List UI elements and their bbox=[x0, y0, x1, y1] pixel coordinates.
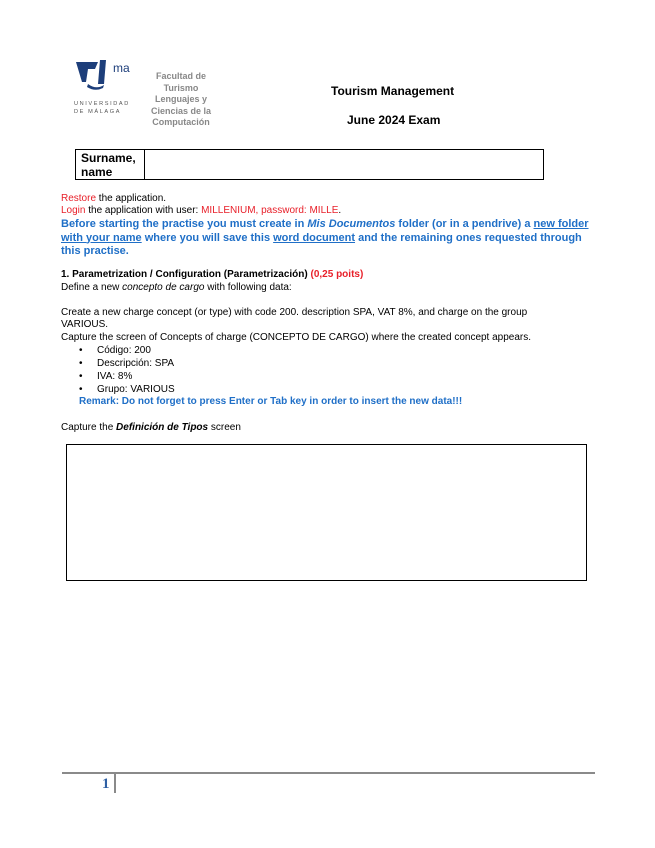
faculty-name bbox=[144, 71, 218, 129]
list-item-text: IVA: 8% bbox=[97, 371, 133, 382]
define-line bbox=[61, 282, 292, 294]
university-name-line1: UNIVERSIDAD bbox=[74, 101, 130, 107]
logo-mark: ma bbox=[113, 61, 130, 75]
login-keyword: Login bbox=[61, 205, 86, 216]
define-text: Define a new bbox=[61, 282, 123, 293]
practise-folder-name: Mis Documentos bbox=[307, 218, 396, 230]
practise-underlined-folder: new folder with your name bbox=[61, 218, 589, 244]
page-number-separator bbox=[114, 773, 116, 793]
footer-rule bbox=[62, 772, 595, 774]
surname-label-line1: Surname, bbox=[81, 151, 136, 165]
surname-label bbox=[76, 150, 145, 179]
practise-text: Before starting the practise you must create in bbox=[61, 218, 308, 230]
capture-tipos-line bbox=[61, 422, 241, 434]
restore-instruction bbox=[61, 193, 166, 205]
faculty-line: Ciencias de la bbox=[150, 105, 212, 116]
login-text: the application with user: bbox=[85, 205, 202, 216]
list-item-text: Descripción: SPA bbox=[97, 358, 175, 369]
section1-points: (0,25 poits) bbox=[310, 269, 364, 280]
practise-text: and the remaining ones requested through this practise. bbox=[61, 231, 582, 257]
faculty-line: Computación bbox=[152, 117, 210, 127]
login-instruction bbox=[61, 205, 341, 217]
define-term: concepto de cargo bbox=[122, 282, 205, 293]
list-item-text: Grupo: VARIOUS bbox=[97, 384, 175, 395]
practise-text: folder (or in a pendrive) a bbox=[395, 218, 534, 230]
exam-title: June 2024 Exam bbox=[347, 113, 441, 127]
define-text: with following data: bbox=[204, 282, 292, 293]
surname-field[interactable] bbox=[145, 150, 543, 179]
restore-keyword: Restore bbox=[61, 193, 97, 204]
practise-text: where you will save this bbox=[141, 231, 274, 244]
create-line-1: Create a new charge concept (or type) with code 200. description SPA, VAT 8%, and charge on the group bbox=[61, 307, 528, 318]
list-item: • IVA: 8% bbox=[79, 371, 133, 382]
course-title: Tourism Management bbox=[331, 84, 455, 98]
screenshot-placeholder-box[interactable] bbox=[66, 444, 587, 581]
remark: Remark: Do not forget to press Enter or Tab key in order to insert the new data!!! bbox=[79, 396, 463, 407]
login-credentials: MILLENIUM, password: MILLE bbox=[201, 205, 339, 216]
list-item: • Grupo: VARIOUS bbox=[79, 384, 175, 395]
list-item: • Código: 200 bbox=[79, 345, 151, 356]
surname-label-line2: name bbox=[81, 165, 113, 179]
practise-underlined-document: word document bbox=[273, 231, 356, 244]
page-number: 1 bbox=[102, 776, 110, 792]
capture-text: screen bbox=[208, 422, 241, 433]
list-item: • Descripción: SPA bbox=[79, 358, 175, 369]
create-line-2: VARIOUS. bbox=[61, 319, 109, 330]
surname-table bbox=[75, 149, 544, 180]
faculty-line: Facultad de bbox=[155, 71, 206, 81]
faculty-line: Lenguajes y bbox=[154, 94, 208, 104]
list-item-text: Código: 200 bbox=[97, 345, 151, 356]
section1-title: 1. Parametrization / Configuration (Parametrización) bbox=[61, 269, 308, 280]
restore-text: the application. bbox=[96, 193, 167, 204]
section1-heading bbox=[61, 269, 363, 281]
login-end: . bbox=[338, 205, 342, 216]
capture-term: Definición de Tipos bbox=[116, 422, 209, 433]
faculty-line: Turismo bbox=[163, 82, 199, 93]
university-name-line2: DE MÁLAGA bbox=[74, 109, 122, 115]
practise-instruction bbox=[61, 218, 601, 259]
capture-text: Capture the bbox=[61, 422, 117, 433]
capture-concepts-line: Capture the screen of Concepts of charge (CONCEPTO DE CARGO) where the created concept appears. bbox=[61, 332, 532, 343]
